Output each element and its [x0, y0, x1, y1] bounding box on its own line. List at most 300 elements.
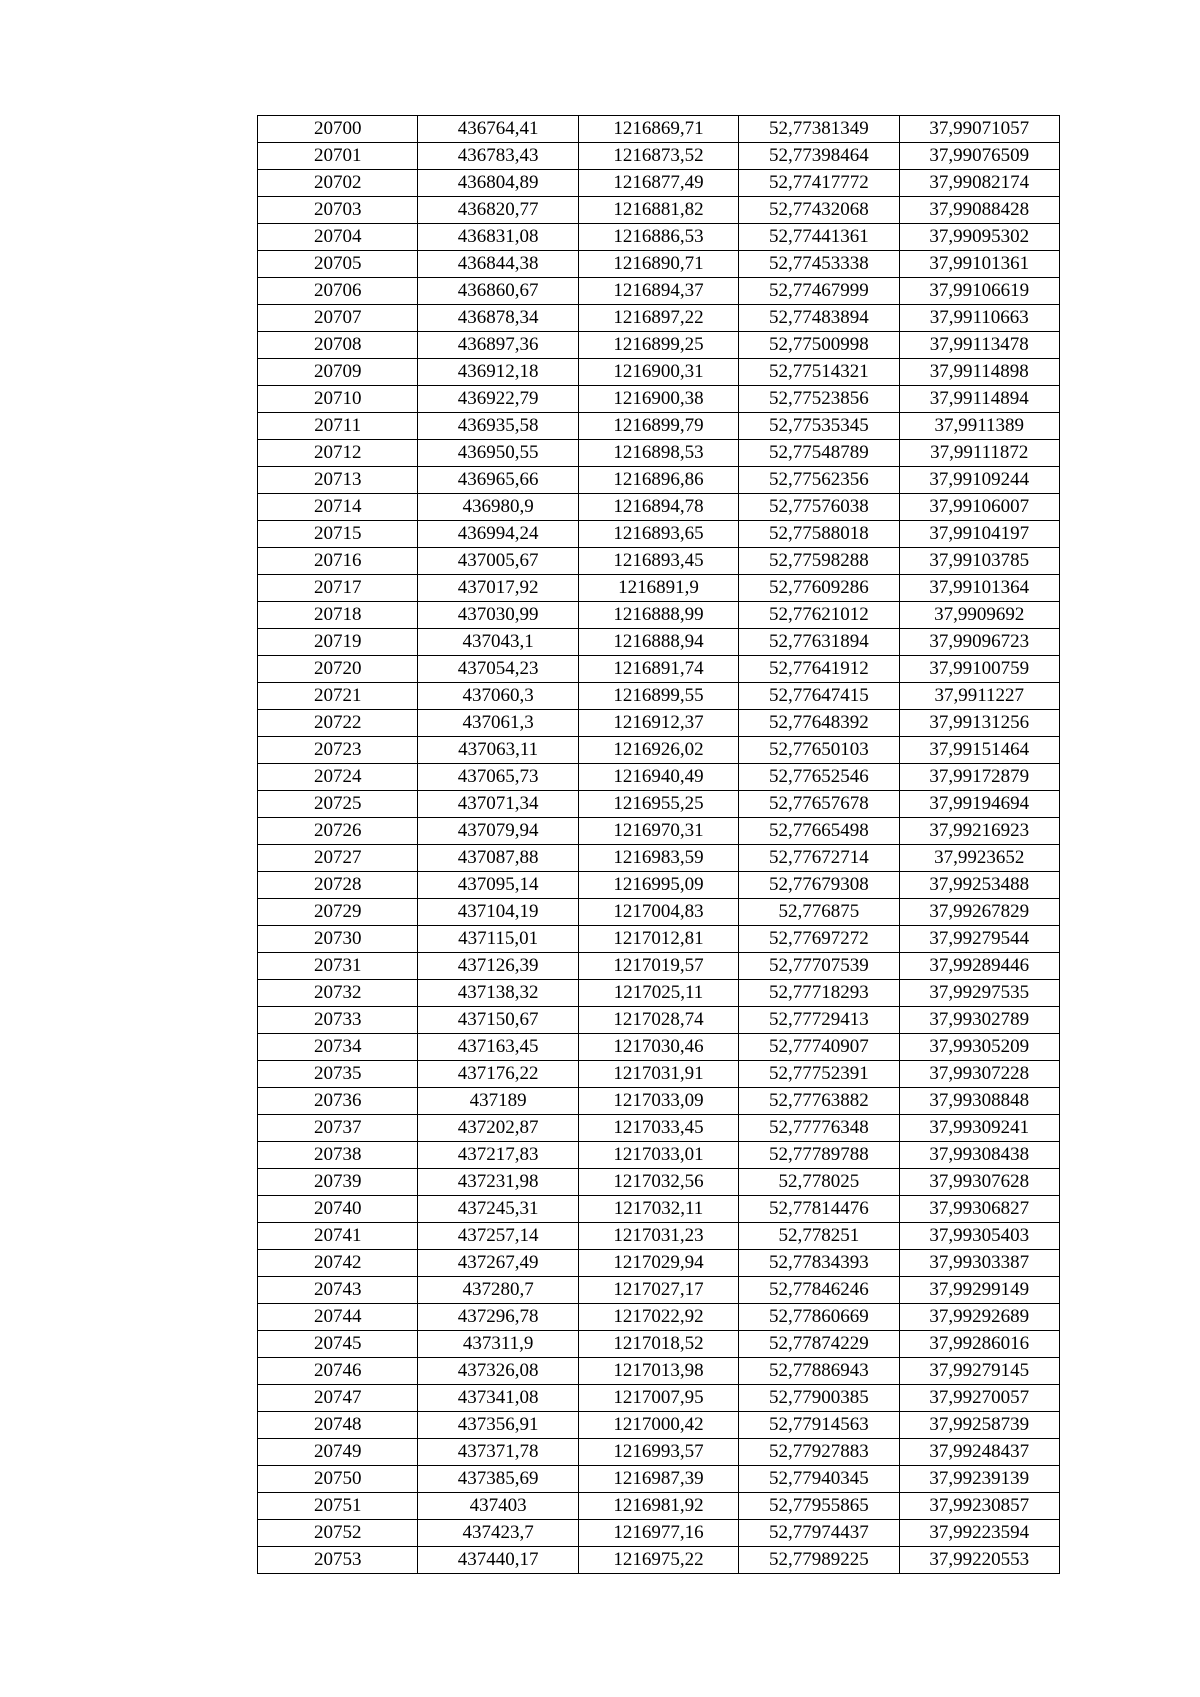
table-row	[258, 143, 1060, 170]
latitude-cell: 52,77914563	[739, 1412, 899, 1439]
longitude-cell: 37,99248437	[899, 1439, 1059, 1466]
x-coordinate-cell: 437054,23	[418, 656, 578, 683]
x-coordinate-cell: 437257,14	[418, 1223, 578, 1250]
y-coordinate-cell: 1217019,57	[578, 953, 738, 980]
point-number-cell: 20749	[258, 1439, 418, 1466]
y-coordinate-cell: 1216899,25	[578, 332, 738, 359]
longitude-cell: 37,99151464	[899, 737, 1059, 764]
point-number-cell: 20717	[258, 575, 418, 602]
longitude-cell: 37,99220553	[899, 1547, 1059, 1574]
x-coordinate-cell: 437095,14	[418, 872, 578, 899]
point-number-cell: 20726	[258, 818, 418, 845]
longitude-cell: 37,9909692	[899, 602, 1059, 629]
point-number-cell: 20751	[258, 1493, 418, 1520]
x-coordinate-cell: 436950,55	[418, 440, 578, 467]
y-coordinate-cell: 1217032,11	[578, 1196, 738, 1223]
point-number-cell: 20701	[258, 143, 418, 170]
point-number-cell: 20730	[258, 926, 418, 953]
table-row	[258, 170, 1060, 197]
y-coordinate-cell: 1216891,74	[578, 656, 738, 683]
y-coordinate-cell: 1217022,92	[578, 1304, 738, 1331]
latitude-cell: 52,77955865	[739, 1493, 899, 1520]
longitude-cell: 37,99305209	[899, 1034, 1059, 1061]
table-row	[258, 440, 1060, 467]
latitude-cell: 52,77381349	[739, 116, 899, 143]
longitude-cell: 37,99088428	[899, 197, 1059, 224]
point-number-cell: 20747	[258, 1385, 418, 1412]
latitude-cell: 52,77789788	[739, 1142, 899, 1169]
longitude-cell: 37,99305403	[899, 1223, 1059, 1250]
y-coordinate-cell: 1217025,11	[578, 980, 738, 1007]
point-number-cell: 20728	[258, 872, 418, 899]
longitude-cell: 37,99239139	[899, 1466, 1059, 1493]
x-coordinate-cell: 436804,89	[418, 170, 578, 197]
latitude-cell: 52,77467999	[739, 278, 899, 305]
table-row	[258, 1466, 1060, 1493]
table-row	[258, 548, 1060, 575]
table-row	[258, 575, 1060, 602]
x-coordinate-cell: 436844,38	[418, 251, 578, 278]
x-coordinate-cell: 437440,17	[418, 1547, 578, 1574]
point-number-cell: 20729	[258, 899, 418, 926]
table-row	[258, 1304, 1060, 1331]
y-coordinate-cell: 1216893,45	[578, 548, 738, 575]
x-coordinate-cell: 436820,77	[418, 197, 578, 224]
table-row	[258, 494, 1060, 521]
y-coordinate-cell: 1216897,22	[578, 305, 738, 332]
x-coordinate-cell: 437071,34	[418, 791, 578, 818]
point-number-cell: 20714	[258, 494, 418, 521]
longitude-cell: 37,99253488	[899, 872, 1059, 899]
x-coordinate-cell: 437189	[418, 1088, 578, 1115]
y-coordinate-cell: 1216893,65	[578, 521, 738, 548]
point-number-cell: 20750	[258, 1466, 418, 1493]
latitude-cell: 52,77650103	[739, 737, 899, 764]
x-coordinate-cell: 436783,43	[418, 143, 578, 170]
point-number-cell: 20710	[258, 386, 418, 413]
table-row	[258, 1493, 1060, 1520]
latitude-cell: 52,77453338	[739, 251, 899, 278]
x-coordinate-cell: 436994,24	[418, 521, 578, 548]
y-coordinate-cell: 1216890,71	[578, 251, 738, 278]
table-row	[258, 1007, 1060, 1034]
table-row	[258, 116, 1060, 143]
latitude-cell: 52,77648392	[739, 710, 899, 737]
latitude-cell: 52,77974437	[739, 1520, 899, 1547]
longitude-cell: 37,99131256	[899, 710, 1059, 737]
table-row	[258, 899, 1060, 926]
table-row	[258, 818, 1060, 845]
table-row	[258, 467, 1060, 494]
latitude-cell: 52,77657678	[739, 791, 899, 818]
y-coordinate-cell: 1217018,52	[578, 1331, 738, 1358]
latitude-cell: 52,77707539	[739, 953, 899, 980]
table-row	[258, 602, 1060, 629]
latitude-cell: 52,77940345	[739, 1466, 899, 1493]
point-number-cell: 20707	[258, 305, 418, 332]
x-coordinate-cell: 436922,79	[418, 386, 578, 413]
latitude-cell: 52,77886943	[739, 1358, 899, 1385]
y-coordinate-cell: 1216899,79	[578, 413, 738, 440]
y-coordinate-cell: 1216900,31	[578, 359, 738, 386]
latitude-cell: 52,77562356	[739, 467, 899, 494]
latitude-cell: 52,77776348	[739, 1115, 899, 1142]
point-number-cell: 20721	[258, 683, 418, 710]
table-row	[258, 791, 1060, 818]
point-number-cell: 20752	[258, 1520, 418, 1547]
point-number-cell: 20706	[258, 278, 418, 305]
table-row	[258, 1142, 1060, 1169]
x-coordinate-cell: 437126,39	[418, 953, 578, 980]
x-coordinate-cell: 437063,11	[418, 737, 578, 764]
latitude-cell: 52,77763882	[739, 1088, 899, 1115]
coordinates-table	[257, 115, 1060, 1574]
longitude-cell: 37,99297535	[899, 980, 1059, 1007]
latitude-cell: 52,778025	[739, 1169, 899, 1196]
longitude-cell: 37,99286016	[899, 1331, 1059, 1358]
latitude-cell: 52,77432068	[739, 197, 899, 224]
latitude-cell: 52,77846246	[739, 1277, 899, 1304]
latitude-cell: 52,778251	[739, 1223, 899, 1250]
point-number-cell: 20711	[258, 413, 418, 440]
y-coordinate-cell: 1216891,9	[578, 575, 738, 602]
longitude-cell: 37,99071057	[899, 116, 1059, 143]
latitude-cell: 52,77631894	[739, 629, 899, 656]
y-coordinate-cell: 1216995,09	[578, 872, 738, 899]
table-row	[258, 1331, 1060, 1358]
longitude-cell: 37,99113478	[899, 332, 1059, 359]
table-row	[258, 1412, 1060, 1439]
y-coordinate-cell: 1216940,49	[578, 764, 738, 791]
x-coordinate-cell: 437043,1	[418, 629, 578, 656]
longitude-cell: 37,99306827	[899, 1196, 1059, 1223]
y-coordinate-cell: 1217000,42	[578, 1412, 738, 1439]
longitude-cell: 37,99307228	[899, 1061, 1059, 1088]
x-coordinate-cell: 437061,3	[418, 710, 578, 737]
x-coordinate-cell: 437104,19	[418, 899, 578, 926]
longitude-cell: 37,9911389	[899, 413, 1059, 440]
longitude-cell: 37,99279544	[899, 926, 1059, 953]
y-coordinate-cell: 1216981,92	[578, 1493, 738, 1520]
x-coordinate-cell: 436912,18	[418, 359, 578, 386]
table-row	[258, 845, 1060, 872]
table-row	[258, 359, 1060, 386]
x-coordinate-cell: 436935,58	[418, 413, 578, 440]
table-row	[258, 251, 1060, 278]
y-coordinate-cell: 1217031,91	[578, 1061, 738, 1088]
point-number-cell: 20748	[258, 1412, 418, 1439]
longitude-cell: 37,99114898	[899, 359, 1059, 386]
table-row	[258, 1115, 1060, 1142]
latitude-cell: 52,77874229	[739, 1331, 899, 1358]
y-coordinate-cell: 1216955,25	[578, 791, 738, 818]
longitude-cell: 37,99216923	[899, 818, 1059, 845]
longitude-cell: 37,99308438	[899, 1142, 1059, 1169]
table-row	[258, 764, 1060, 791]
point-number-cell: 20727	[258, 845, 418, 872]
point-number-cell: 20745	[258, 1331, 418, 1358]
point-number-cell: 20719	[258, 629, 418, 656]
point-number-cell: 20700	[258, 116, 418, 143]
x-coordinate-cell: 437371,78	[418, 1439, 578, 1466]
latitude-cell: 52,77652546	[739, 764, 899, 791]
x-coordinate-cell: 436860,67	[418, 278, 578, 305]
table-row	[258, 953, 1060, 980]
longitude-cell: 37,99309241	[899, 1115, 1059, 1142]
longitude-cell: 37,99111872	[899, 440, 1059, 467]
y-coordinate-cell: 1216898,53	[578, 440, 738, 467]
point-number-cell: 20705	[258, 251, 418, 278]
latitude-cell: 52,77718293	[739, 980, 899, 1007]
x-coordinate-cell: 437150,67	[418, 1007, 578, 1034]
longitude-cell: 37,99302789	[899, 1007, 1059, 1034]
longitude-cell: 37,99100759	[899, 656, 1059, 683]
x-coordinate-cell: 437202,87	[418, 1115, 578, 1142]
point-number-cell: 20736	[258, 1088, 418, 1115]
point-number-cell: 20704	[258, 224, 418, 251]
y-coordinate-cell: 1216926,02	[578, 737, 738, 764]
y-coordinate-cell: 1217004,83	[578, 899, 738, 926]
longitude-cell: 37,99308848	[899, 1088, 1059, 1115]
longitude-cell: 37,99101364	[899, 575, 1059, 602]
point-number-cell: 20713	[258, 467, 418, 494]
longitude-cell: 37,99096723	[899, 629, 1059, 656]
x-coordinate-cell: 437079,94	[418, 818, 578, 845]
x-coordinate-cell: 437385,69	[418, 1466, 578, 1493]
latitude-cell: 52,77740907	[739, 1034, 899, 1061]
table-row	[258, 737, 1060, 764]
table-row	[258, 656, 1060, 683]
longitude-cell: 37,99270057	[899, 1385, 1059, 1412]
latitude-cell: 52,77441361	[739, 224, 899, 251]
x-coordinate-cell: 436764,41	[418, 116, 578, 143]
x-coordinate-cell: 437060,3	[418, 683, 578, 710]
longitude-cell: 37,99076509	[899, 143, 1059, 170]
latitude-cell: 52,77900385	[739, 1385, 899, 1412]
table-row	[258, 1061, 1060, 1088]
point-number-cell: 20725	[258, 791, 418, 818]
latitude-cell: 52,77834393	[739, 1250, 899, 1277]
y-coordinate-cell: 1216886,53	[578, 224, 738, 251]
table-row	[258, 1223, 1060, 1250]
x-coordinate-cell: 437231,98	[418, 1169, 578, 1196]
longitude-cell: 37,99279145	[899, 1358, 1059, 1385]
longitude-cell: 37,99230857	[899, 1493, 1059, 1520]
table-row	[258, 710, 1060, 737]
y-coordinate-cell: 1217027,17	[578, 1277, 738, 1304]
table-row	[258, 1358, 1060, 1385]
point-number-cell: 20741	[258, 1223, 418, 1250]
y-coordinate-cell: 1217029,94	[578, 1250, 738, 1277]
table-row	[258, 629, 1060, 656]
longitude-cell: 37,99307628	[899, 1169, 1059, 1196]
point-number-cell: 20720	[258, 656, 418, 683]
point-number-cell: 20702	[258, 170, 418, 197]
longitude-cell: 37,9923652	[899, 845, 1059, 872]
x-coordinate-cell: 436980,9	[418, 494, 578, 521]
latitude-cell: 52,77621012	[739, 602, 899, 629]
longitude-cell: 37,99303387	[899, 1250, 1059, 1277]
point-number-cell: 20746	[258, 1358, 418, 1385]
y-coordinate-cell: 1217012,81	[578, 926, 738, 953]
latitude-cell: 52,77609286	[739, 575, 899, 602]
x-coordinate-cell: 437115,01	[418, 926, 578, 953]
longitude-cell: 37,99103785	[899, 548, 1059, 575]
x-coordinate-cell: 437280,7	[418, 1277, 578, 1304]
y-coordinate-cell: 1216900,38	[578, 386, 738, 413]
longitude-cell: 37,99194694	[899, 791, 1059, 818]
x-coordinate-cell: 437163,45	[418, 1034, 578, 1061]
y-coordinate-cell: 1217031,23	[578, 1223, 738, 1250]
y-coordinate-cell: 1216975,22	[578, 1547, 738, 1574]
y-coordinate-cell: 1217032,56	[578, 1169, 738, 1196]
point-number-cell: 20743	[258, 1277, 418, 1304]
longitude-cell: 37,99172879	[899, 764, 1059, 791]
table-row	[258, 305, 1060, 332]
table-row	[258, 197, 1060, 224]
point-number-cell: 20742	[258, 1250, 418, 1277]
x-coordinate-cell: 437176,22	[418, 1061, 578, 1088]
table-row	[258, 386, 1060, 413]
point-number-cell: 20740	[258, 1196, 418, 1223]
table-row	[258, 1439, 1060, 1466]
longitude-cell: 37,99106619	[899, 278, 1059, 305]
x-coordinate-cell: 436965,66	[418, 467, 578, 494]
x-coordinate-cell: 437005,67	[418, 548, 578, 575]
point-number-cell: 20731	[258, 953, 418, 980]
latitude-cell: 52,77398464	[739, 143, 899, 170]
y-coordinate-cell: 1216888,99	[578, 602, 738, 629]
table-row	[258, 278, 1060, 305]
table-row	[258, 926, 1060, 953]
table-row	[258, 413, 1060, 440]
point-number-cell: 20709	[258, 359, 418, 386]
y-coordinate-cell: 1216977,16	[578, 1520, 738, 1547]
table-row	[258, 1277, 1060, 1304]
point-number-cell: 20744	[258, 1304, 418, 1331]
y-coordinate-cell: 1216888,94	[578, 629, 738, 656]
point-number-cell: 20703	[258, 197, 418, 224]
table-row	[258, 980, 1060, 1007]
x-coordinate-cell: 436897,36	[418, 332, 578, 359]
latitude-cell: 52,77665498	[739, 818, 899, 845]
longitude-cell: 37,99223594	[899, 1520, 1059, 1547]
table-row	[258, 1169, 1060, 1196]
y-coordinate-cell: 1217013,98	[578, 1358, 738, 1385]
point-number-cell: 20739	[258, 1169, 418, 1196]
x-coordinate-cell: 437311,9	[418, 1331, 578, 1358]
longitude-cell: 37,99101361	[899, 251, 1059, 278]
y-coordinate-cell: 1216983,59	[578, 845, 738, 872]
latitude-cell: 52,77679308	[739, 872, 899, 899]
y-coordinate-cell: 1217007,95	[578, 1385, 738, 1412]
x-coordinate-cell: 437138,32	[418, 980, 578, 1007]
table-row	[258, 332, 1060, 359]
table-row	[258, 224, 1060, 251]
latitude-cell: 52,77697272	[739, 926, 899, 953]
y-coordinate-cell: 1217033,09	[578, 1088, 738, 1115]
x-coordinate-cell: 436878,34	[418, 305, 578, 332]
latitude-cell: 52,77588018	[739, 521, 899, 548]
point-number-cell: 20718	[258, 602, 418, 629]
longitude-cell: 37,99110663	[899, 305, 1059, 332]
table-row	[258, 1520, 1060, 1547]
x-coordinate-cell: 437030,99	[418, 602, 578, 629]
y-coordinate-cell: 1216877,49	[578, 170, 738, 197]
longitude-cell: 37,99109244	[899, 467, 1059, 494]
point-number-cell: 20734	[258, 1034, 418, 1061]
table-row	[258, 1250, 1060, 1277]
longitude-cell: 37,99106007	[899, 494, 1059, 521]
longitude-cell: 37,99104197	[899, 521, 1059, 548]
latitude-cell: 52,77598288	[739, 548, 899, 575]
x-coordinate-cell: 437087,88	[418, 845, 578, 872]
longitude-cell: 37,99082174	[899, 170, 1059, 197]
x-coordinate-cell: 437326,08	[418, 1358, 578, 1385]
latitude-cell: 52,77535345	[739, 413, 899, 440]
latitude-cell: 52,77672714	[739, 845, 899, 872]
y-coordinate-cell: 1217028,74	[578, 1007, 738, 1034]
latitude-cell: 52,77860669	[739, 1304, 899, 1331]
point-number-cell: 20722	[258, 710, 418, 737]
latitude-cell: 52,77729413	[739, 1007, 899, 1034]
longitude-cell: 37,99299149	[899, 1277, 1059, 1304]
y-coordinate-cell: 1216873,52	[578, 143, 738, 170]
point-number-cell: 20738	[258, 1142, 418, 1169]
y-coordinate-cell: 1216987,39	[578, 1466, 738, 1493]
x-coordinate-cell: 437267,49	[418, 1250, 578, 1277]
latitude-cell: 52,77576038	[739, 494, 899, 521]
x-coordinate-cell: 437356,91	[418, 1412, 578, 1439]
latitude-cell: 52,77523856	[739, 386, 899, 413]
table-row	[258, 1547, 1060, 1574]
point-number-cell: 20723	[258, 737, 418, 764]
longitude-cell: 37,99258739	[899, 1412, 1059, 1439]
point-number-cell: 20735	[258, 1061, 418, 1088]
y-coordinate-cell: 1216869,71	[578, 116, 738, 143]
latitude-cell: 52,77814476	[739, 1196, 899, 1223]
longitude-cell: 37,9911227	[899, 683, 1059, 710]
x-coordinate-cell: 437217,83	[418, 1142, 578, 1169]
latitude-cell: 52,77647415	[739, 683, 899, 710]
x-coordinate-cell: 437403	[418, 1493, 578, 1520]
x-coordinate-cell: 437065,73	[418, 764, 578, 791]
x-coordinate-cell: 437017,92	[418, 575, 578, 602]
table-row	[258, 521, 1060, 548]
coordinates-table-body	[258, 116, 1060, 1574]
point-number-cell: 20753	[258, 1547, 418, 1574]
longitude-cell: 37,99114894	[899, 386, 1059, 413]
y-coordinate-cell: 1216899,55	[578, 683, 738, 710]
y-coordinate-cell: 1216894,78	[578, 494, 738, 521]
longitude-cell: 37,99095302	[899, 224, 1059, 251]
x-coordinate-cell: 436831,08	[418, 224, 578, 251]
x-coordinate-cell: 437296,78	[418, 1304, 578, 1331]
point-number-cell: 20716	[258, 548, 418, 575]
y-coordinate-cell: 1216881,82	[578, 197, 738, 224]
point-number-cell: 20712	[258, 440, 418, 467]
y-coordinate-cell: 1217030,46	[578, 1034, 738, 1061]
y-coordinate-cell: 1217033,01	[578, 1142, 738, 1169]
latitude-cell: 52,77417772	[739, 170, 899, 197]
y-coordinate-cell: 1216896,86	[578, 467, 738, 494]
point-number-cell: 20733	[258, 1007, 418, 1034]
table-row	[258, 1385, 1060, 1412]
longitude-cell: 37,99292689	[899, 1304, 1059, 1331]
table-row	[258, 1088, 1060, 1115]
y-coordinate-cell: 1216970,31	[578, 818, 738, 845]
latitude-cell: 52,77641912	[739, 656, 899, 683]
